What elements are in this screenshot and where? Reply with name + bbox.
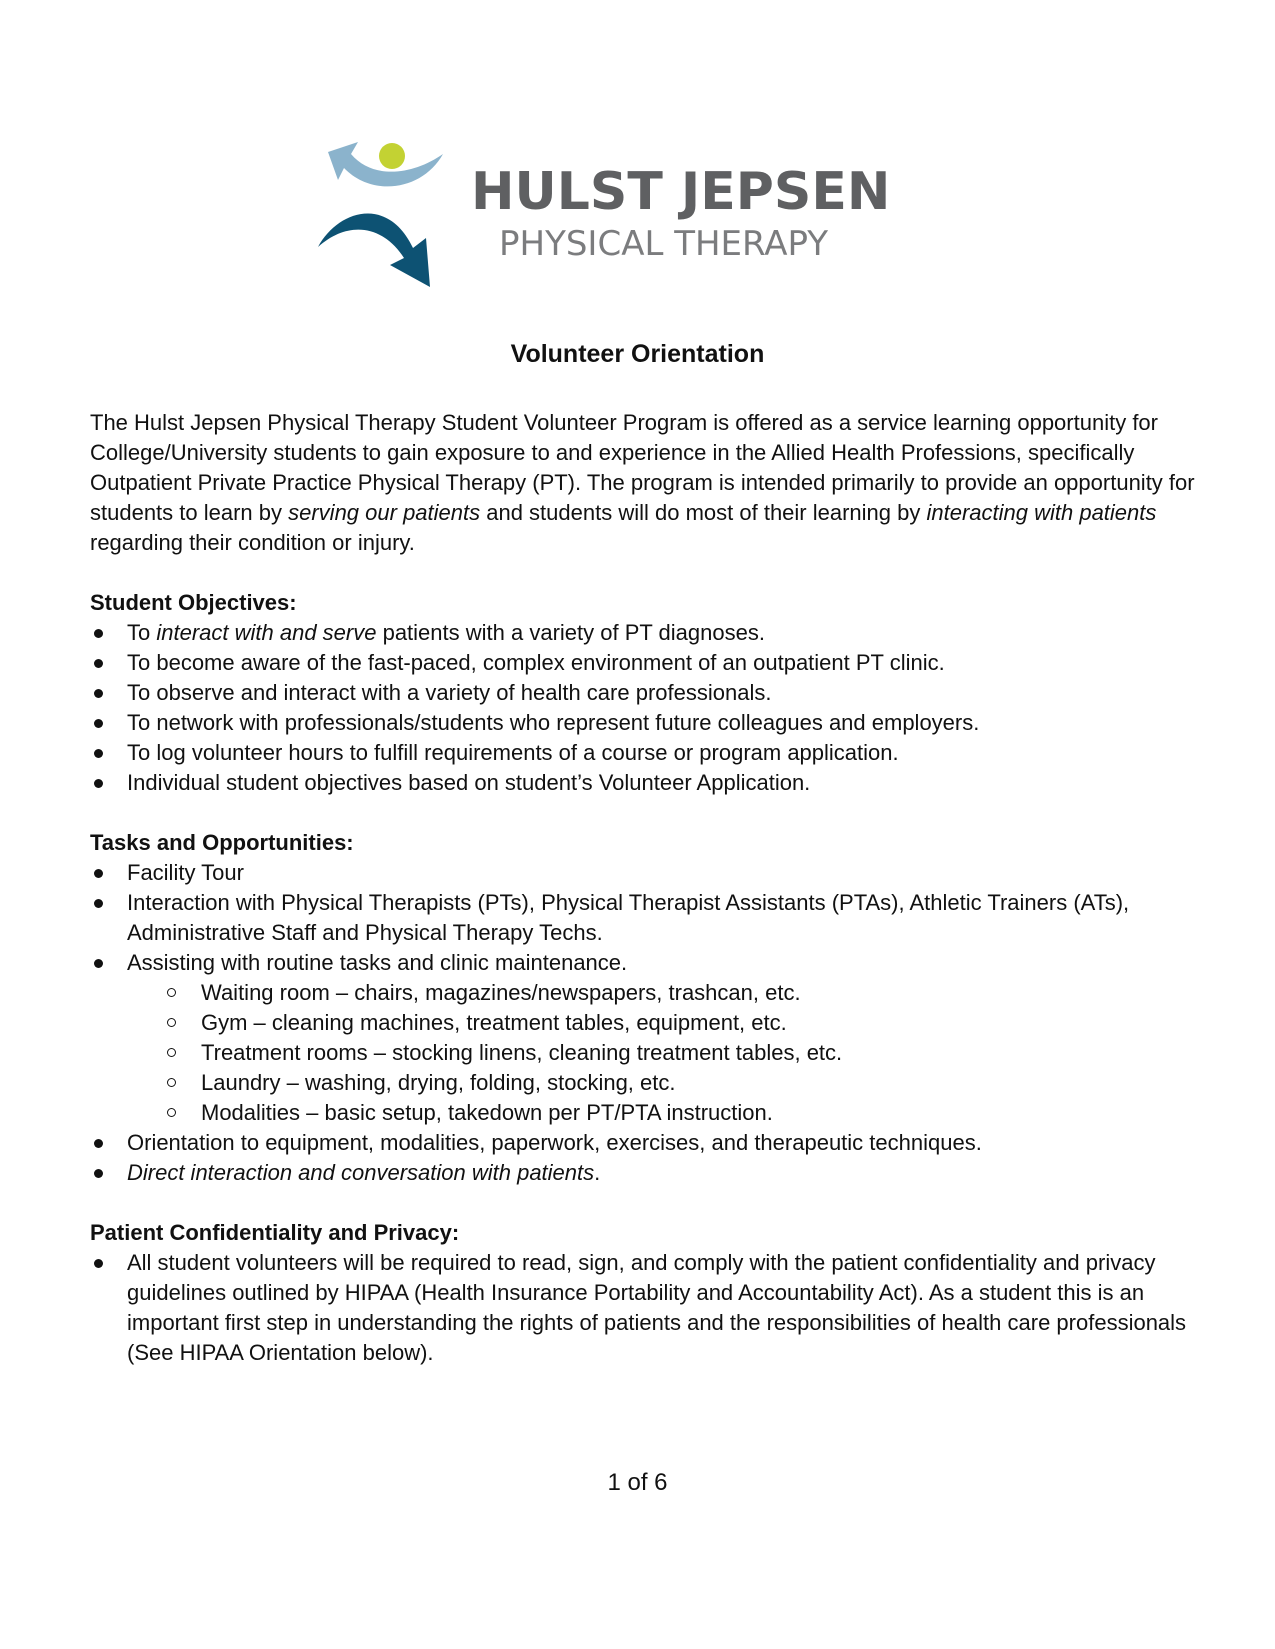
list-item: Facility Tour xyxy=(90,858,1200,888)
logo-dark-arc xyxy=(318,214,430,287)
logo-wordmark-secondary: PHYSICAL THERAPY xyxy=(499,224,829,264)
list-item: To become aware of the fast-paced, complex environment of an outpatient PT clinic. xyxy=(90,648,1200,678)
objective-prefix: To xyxy=(127,620,157,645)
intro-paragraph xyxy=(90,408,1200,558)
list-item xyxy=(90,618,1200,648)
privacy-list xyxy=(90,1248,1200,1368)
objective-emphasis: interact with and serve xyxy=(156,620,377,645)
logo-figure-icon xyxy=(318,140,458,295)
list-item: To observe and interact with a variety of health care professionals. xyxy=(90,678,1200,708)
task-suffix: . xyxy=(594,1160,601,1185)
task-emphasis: Direct interaction and conversation with patients xyxy=(127,1160,595,1185)
list-item: To network with professionals/students who represent future colleagues and employers. xyxy=(90,708,1200,738)
list-item: Orientation to equipment, modalities, paperwork, exercises, and therapeutic techniques. xyxy=(90,1128,1200,1158)
objective-suffix: patients with a variety of PT diagnoses. xyxy=(376,620,765,645)
sublist-item: Laundry – washing, drying, folding, stocking, etc. xyxy=(164,1068,1200,1098)
logo-head xyxy=(379,143,405,169)
list-item: All student volunteers will be required to read, sign, and comply with the patient confidentiality and privacy guidelines outlined by HIPAA (Health Insurance Portability and Accountability Act). As a student this is an important first step in understanding the rights of patients and the responsibilities of health care professionals (See HIPAA Orientation below). xyxy=(90,1248,1200,1368)
list-item: Interaction with Physical Therapists (PTs), Physical Therapist Assistants (PTAs), Athletic Trainers (ATs), Administrative Staff and Physical Therapy Techs. xyxy=(90,888,1200,948)
objectives-heading: Student Objectives: xyxy=(90,590,297,615)
tasks-list xyxy=(90,858,1200,1188)
sublist-item: Modalities – basic setup, takedown per PT/PTA instruction. xyxy=(164,1098,1200,1128)
list-item xyxy=(90,948,1200,1128)
page-title: Volunteer Orientation xyxy=(510,340,765,368)
company-logo xyxy=(318,140,918,300)
objectives-list xyxy=(90,618,1200,798)
intro-text-1: The Hulst Jepsen Physical Therapy Student Volunteer Program is offered as a service learning opportunity for College/University students to gain exposure to and experience in the Allied Health Professions, specifically Outpatient Private Practice Physical Therapy (PT). The program is intended primarily to provide an opportunity for students to learn by xyxy=(90,410,1195,525)
sublist-item: Waiting room – chairs, magazines/newspapers, trashcan, etc. xyxy=(164,978,1200,1008)
intro-text-2: and students will do most of their learning by xyxy=(480,500,927,525)
list-item xyxy=(90,1158,1200,1188)
intro-emphasis-2: interacting with patients xyxy=(926,500,1157,525)
list-item: To log volunteer hours to fulfill requirements of a course or program application. xyxy=(90,738,1200,768)
sublist-item: Gym – cleaning machines, treatment tables, equipment, etc. xyxy=(164,1008,1200,1038)
maintenance-sublist xyxy=(127,978,1200,1128)
tasks-heading: Tasks and Opportunities: xyxy=(90,830,354,855)
logo-wordmark-primary: HULST JEPSEN xyxy=(471,162,891,222)
document-body xyxy=(90,408,1200,1368)
sublist-item: Treatment rooms – stocking linens, cleaning treatment tables, etc. xyxy=(164,1038,1200,1068)
task-text: Assisting with routine tasks and clinic maintenance. xyxy=(127,950,628,975)
list-item: Individual student objectives based on student’s Volunteer Application. xyxy=(90,768,1200,798)
page-number: 1 of 6 xyxy=(607,1469,668,1496)
intro-emphasis-1: serving our patients xyxy=(288,500,481,525)
intro-text-3: regarding their condition or injury. xyxy=(90,530,415,555)
privacy-heading: Patient Confidentiality and Privacy: xyxy=(90,1220,460,1245)
